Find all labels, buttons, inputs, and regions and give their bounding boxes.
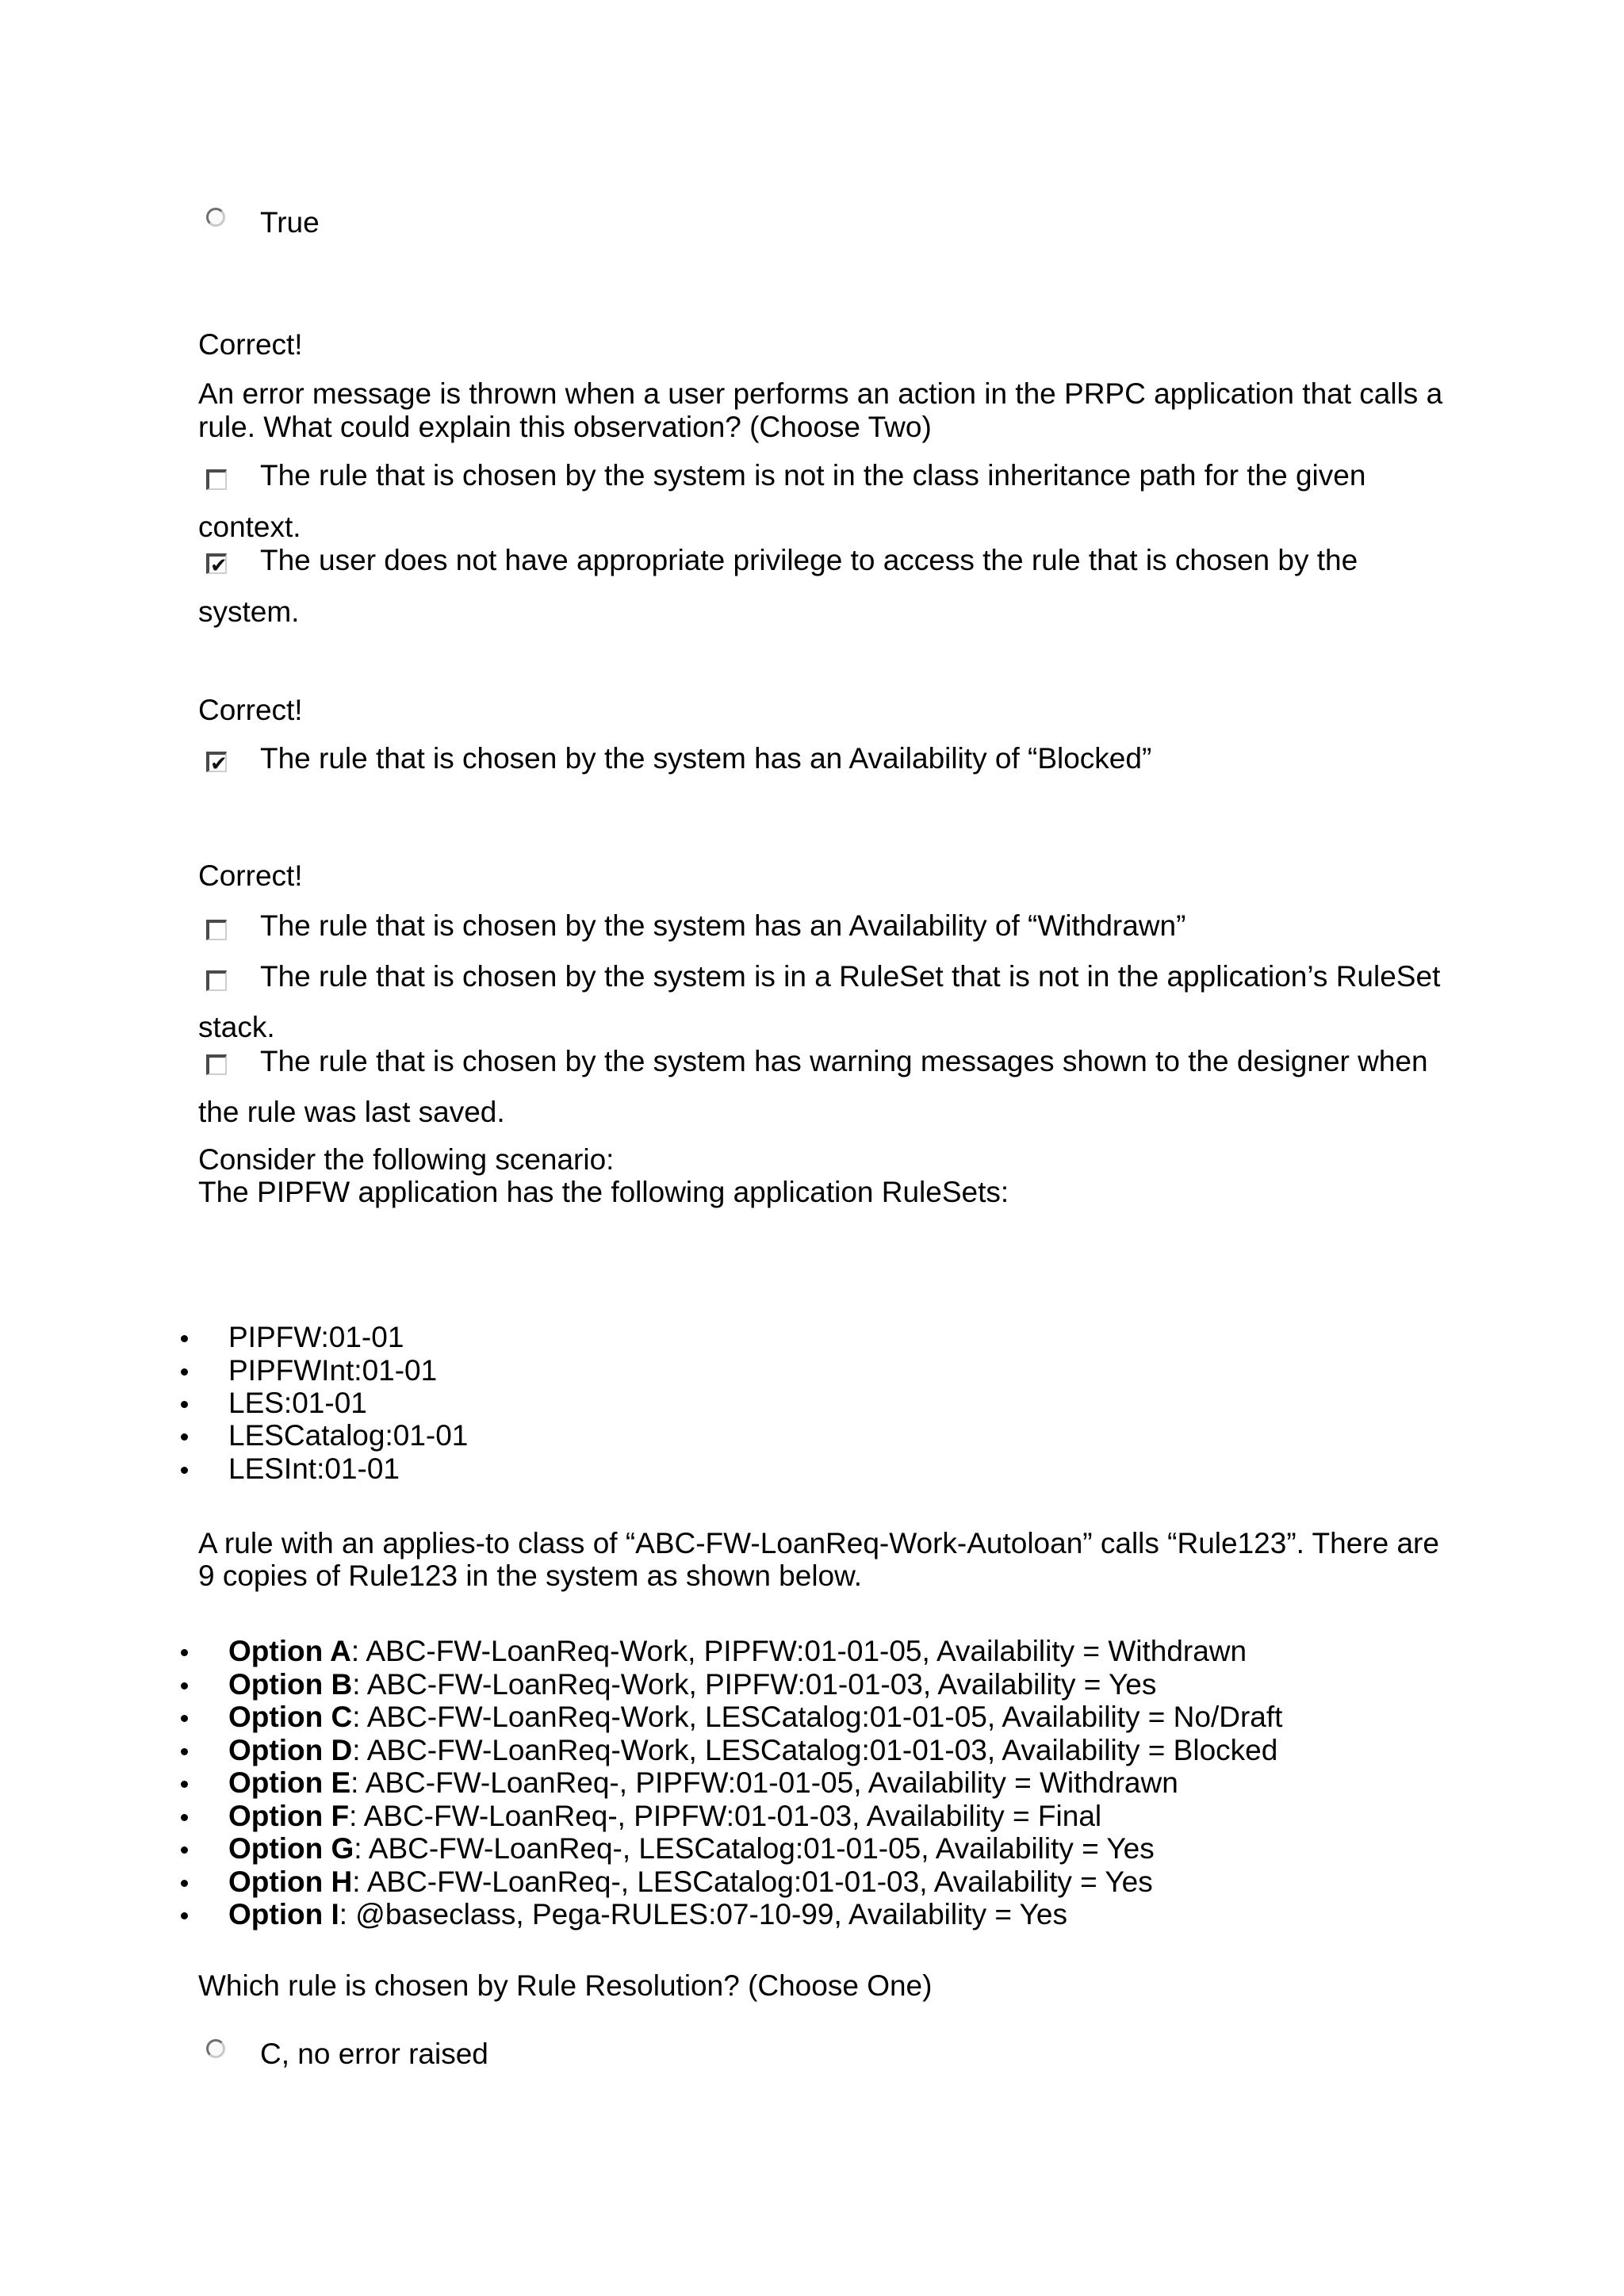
rule-copy-item xyxy=(228,1799,1101,1834)
ruleset-item: PIPFW:01-01 xyxy=(228,1321,404,1353)
option-detail: : ABC-FW-LoanReq-, LESCatalog:01-01-03, Availability = Yes xyxy=(352,1866,1153,1898)
rule-copy-item xyxy=(228,1700,1282,1735)
option-label: Option I xyxy=(228,1898,339,1931)
option-detail: : ABC-FW-LoanReq-Work, PIPFW:01-01-03, Availability = Yes xyxy=(352,1668,1157,1701)
option-detail: : ABC-FW-LoanReq-Work, LESCatalog:01-01-03, Availability = Blocked xyxy=(352,1734,1278,1766)
option-label: Option D xyxy=(228,1734,353,1766)
rule-copy-item xyxy=(228,1667,1156,1702)
rule-copy-item xyxy=(228,1865,1153,1900)
question-text-line2: rule. What could explain this observation? (Choose Two) xyxy=(198,411,932,443)
check-mark-icon: ✔ xyxy=(210,752,228,775)
bullet xyxy=(181,1401,188,1408)
ruleset-item: LES:01-01 xyxy=(228,1387,367,1419)
option-2-line2: system. xyxy=(198,595,300,628)
option-detail: : ABC-FW-LoanReq-, LESCatalog:01-01-05, Availability = Yes xyxy=(354,1832,1155,1865)
rule-copy-item xyxy=(228,1733,1277,1768)
check-mark-icon: ✔ xyxy=(210,553,228,577)
option-1-line2: context. xyxy=(198,511,301,543)
radio-true[interactable] xyxy=(206,208,225,227)
ruleset-item: PIPFWInt:01-01 xyxy=(228,1354,438,1387)
option-true-label: True xyxy=(260,206,320,239)
bullet xyxy=(181,1748,188,1755)
option-detail: : ABC-FW-LoanReq-Work, PIPFW:01-01-05, Availability = Withdrawn xyxy=(350,1635,1247,1667)
bullet xyxy=(181,1433,188,1441)
feedback-correct: Correct! xyxy=(198,328,303,361)
feedback-correct: Correct! xyxy=(198,859,303,892)
answer-option-label: C, no error raised xyxy=(260,2038,488,2070)
rule-copy-item xyxy=(228,1897,1067,1932)
option-detail: : @baseclass, Pega-RULES:07-10-99, Availability = Yes xyxy=(339,1898,1067,1931)
scenario-intro-line2: The PIPFW application has the following application RuleSets: xyxy=(198,1176,1009,1208)
option-label: Option B xyxy=(228,1668,353,1701)
checkbox-option-2[interactable] xyxy=(206,553,228,577)
rule-copy-item xyxy=(228,1766,1178,1800)
bullet xyxy=(181,1368,188,1376)
scenario-desc-line1: A rule with an applies-to class of “ABC-FW-LoanReq-Work-Autoloan” calls “Rule123”. There are xyxy=(198,1527,1439,1559)
bullet xyxy=(181,1814,188,1821)
scenario-intro-line1: Consider the following scenario: xyxy=(198,1143,615,1176)
checkbox-option-3[interactable] xyxy=(206,752,228,775)
question-text-line1: An error message is thrown when a user performs an action in the PRPC application that calls a xyxy=(198,377,1443,410)
bullet xyxy=(181,1715,188,1722)
checkbox-option-4[interactable] xyxy=(206,920,227,940)
option-label: Option C xyxy=(228,1701,353,1733)
radio-answer[interactable] xyxy=(206,2039,225,2058)
bullet xyxy=(181,1467,188,1474)
option-label: Option A xyxy=(228,1635,351,1667)
option-detail: : ABC-FW-LoanReq-, PIPFW:01-01-03, Availability = Final xyxy=(349,1800,1102,1832)
ruleset-item: LESCatalog:01-01 xyxy=(228,1419,469,1452)
bullet xyxy=(181,1846,188,1854)
rule-copy-item xyxy=(228,1831,1155,1866)
scenario-desc-line2: 9 copies of Rule123 in the system as shown below. xyxy=(198,1559,863,1592)
ruleset-item: LESInt:01-01 xyxy=(228,1452,400,1485)
option-2-line1: The user does not have appropriate privilege to access the rule that is chosen by the xyxy=(260,544,1358,576)
option-detail: : ABC-FW-LoanReq-Work, LESCatalog:01-01-05, Availability = No/Draft xyxy=(352,1701,1283,1733)
option-6-line2: the rule was last saved. xyxy=(198,1096,505,1128)
checkbox-option-1[interactable] xyxy=(206,469,227,490)
checkbox-option-6[interactable] xyxy=(206,1054,227,1075)
question-text: Which rule is chosen by Rule Resolution? (Choose One) xyxy=(198,1969,933,2002)
bullet xyxy=(181,1912,188,1919)
option-5-line2: stack. xyxy=(198,1011,275,1043)
rule-copy-item xyxy=(228,1634,1247,1669)
bullet xyxy=(181,1682,188,1689)
bullet xyxy=(181,1781,188,1788)
option-1-line1: The rule that is chosen by the system is not in the class inheritance path for the given xyxy=(260,459,1366,492)
option-label: Option H xyxy=(228,1866,353,1898)
option-label: Option G xyxy=(228,1832,354,1865)
option-detail: : ABC-FW-LoanReq-, PIPFW:01-01-05, Availability = Withdrawn xyxy=(350,1766,1178,1799)
option-label: Option F xyxy=(228,1800,350,1832)
bullet xyxy=(181,1335,188,1342)
bullet xyxy=(181,1880,188,1887)
option-3-line1: The rule that is chosen by the system has an Availability of “Blocked” xyxy=(260,742,1152,775)
option-label: Option E xyxy=(228,1766,351,1799)
option-6-line1: The rule that is chosen by the system has warning messages shown to the designer when xyxy=(260,1045,1428,1077)
checkbox-option-5[interactable] xyxy=(206,970,227,991)
bullet xyxy=(181,1649,188,1656)
option-5-line1: The rule that is chosen by the system is in a RuleSet that is not in the application’s RuleSet xyxy=(260,960,1441,993)
feedback-correct: Correct! xyxy=(198,694,303,726)
option-4-line1: The rule that is chosen by the system has an Availability of “Withdrawn” xyxy=(260,909,1186,942)
